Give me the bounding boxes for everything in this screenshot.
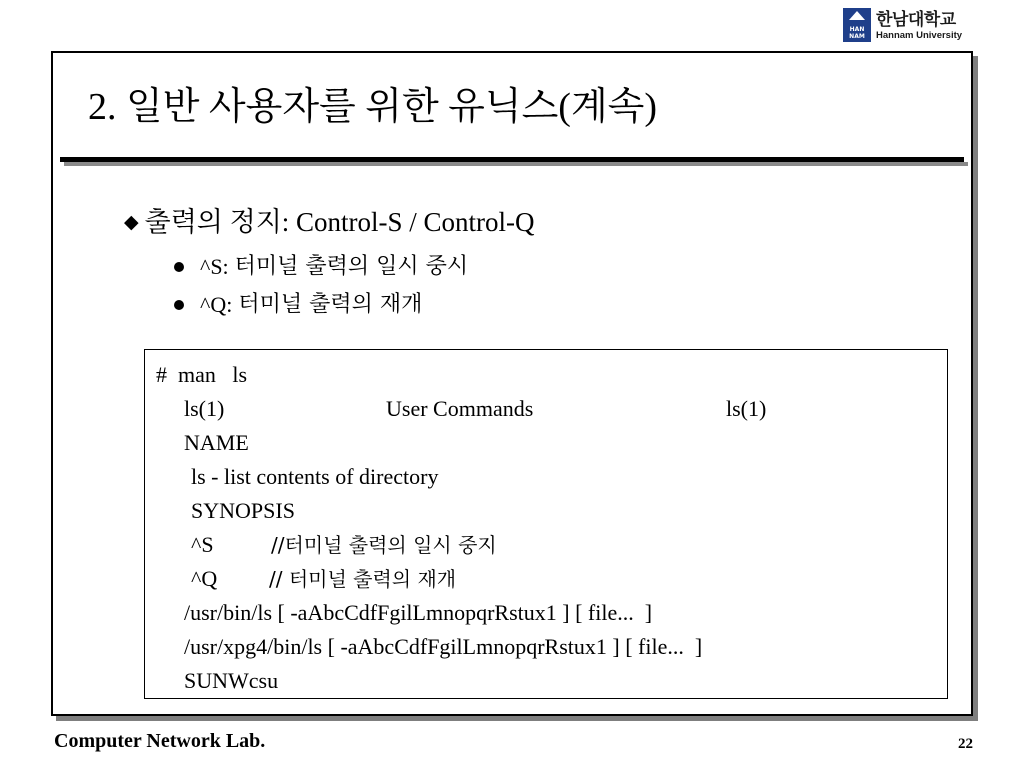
ctrl-s-key: ^S xyxy=(191,532,214,557)
sub-bullet-key: ^Q: xyxy=(200,292,233,317)
ctrl-q-key: ^Q xyxy=(191,566,218,591)
logo-emblem-icon xyxy=(843,8,871,42)
name-description: ls - list contents of directory xyxy=(191,464,439,489)
main-bullet-text: 출력의 정지: Control-S / Control-Q xyxy=(144,207,535,237)
title-divider-shadow xyxy=(64,162,968,166)
sub-bullet-ctrl-s xyxy=(174,253,468,281)
slide-title: 2. 일반 사용자를 위한 유닉스(계속) xyxy=(88,86,658,128)
man-header-center: User Commands xyxy=(386,396,534,421)
synopsis-heading: SYNOPSIS xyxy=(191,498,295,523)
ctrl-s-comment: //터미널 출력의 일시 중지 xyxy=(271,533,497,557)
man-header-right: ls(1) xyxy=(726,396,767,421)
university-logo xyxy=(843,6,981,44)
name-heading: NAME xyxy=(184,430,249,455)
logo-english-name: Hannam University xyxy=(876,29,963,41)
ctrl-q-comment: // 터미널 출력의 재개 xyxy=(269,567,457,591)
command-prompt: # man ls xyxy=(156,362,248,387)
synopsis-path-1: /usr/bin/ls [ -aAbcCdfFgilLmnopqrRstux1 ] [ file... ] xyxy=(184,600,653,625)
logo-mark-text: HAN NAM xyxy=(849,26,865,40)
synopsis-path-2: /usr/xpg4/bin/ls [ -aAbcCdfFgilLmnopqrRstux1 ] [ file... ] xyxy=(184,634,703,659)
bullet-dot-icon xyxy=(174,262,184,272)
man-header-left: ls(1) xyxy=(184,396,225,421)
logo-korean-name: 한남대학교 xyxy=(876,9,956,30)
sub-bullet-text: 터미널 출력의 재개 xyxy=(238,292,423,317)
sub-bullet-text: 터미널 출력의 일시 중시 xyxy=(234,254,469,279)
logo-text xyxy=(876,10,962,41)
footer-lab-name: Computer Network Lab. xyxy=(54,730,266,752)
package-name: SUNWcsu xyxy=(184,668,279,693)
bullet-dot-icon xyxy=(174,300,184,310)
sub-bullet-key: ^S: xyxy=(200,254,229,279)
diamond-bullet-icon: ◆ xyxy=(124,211,139,233)
page-number: 22 xyxy=(958,736,973,752)
main-bullet xyxy=(124,205,535,239)
man-page-box xyxy=(144,349,948,699)
sub-bullet-ctrl-q xyxy=(174,291,422,319)
